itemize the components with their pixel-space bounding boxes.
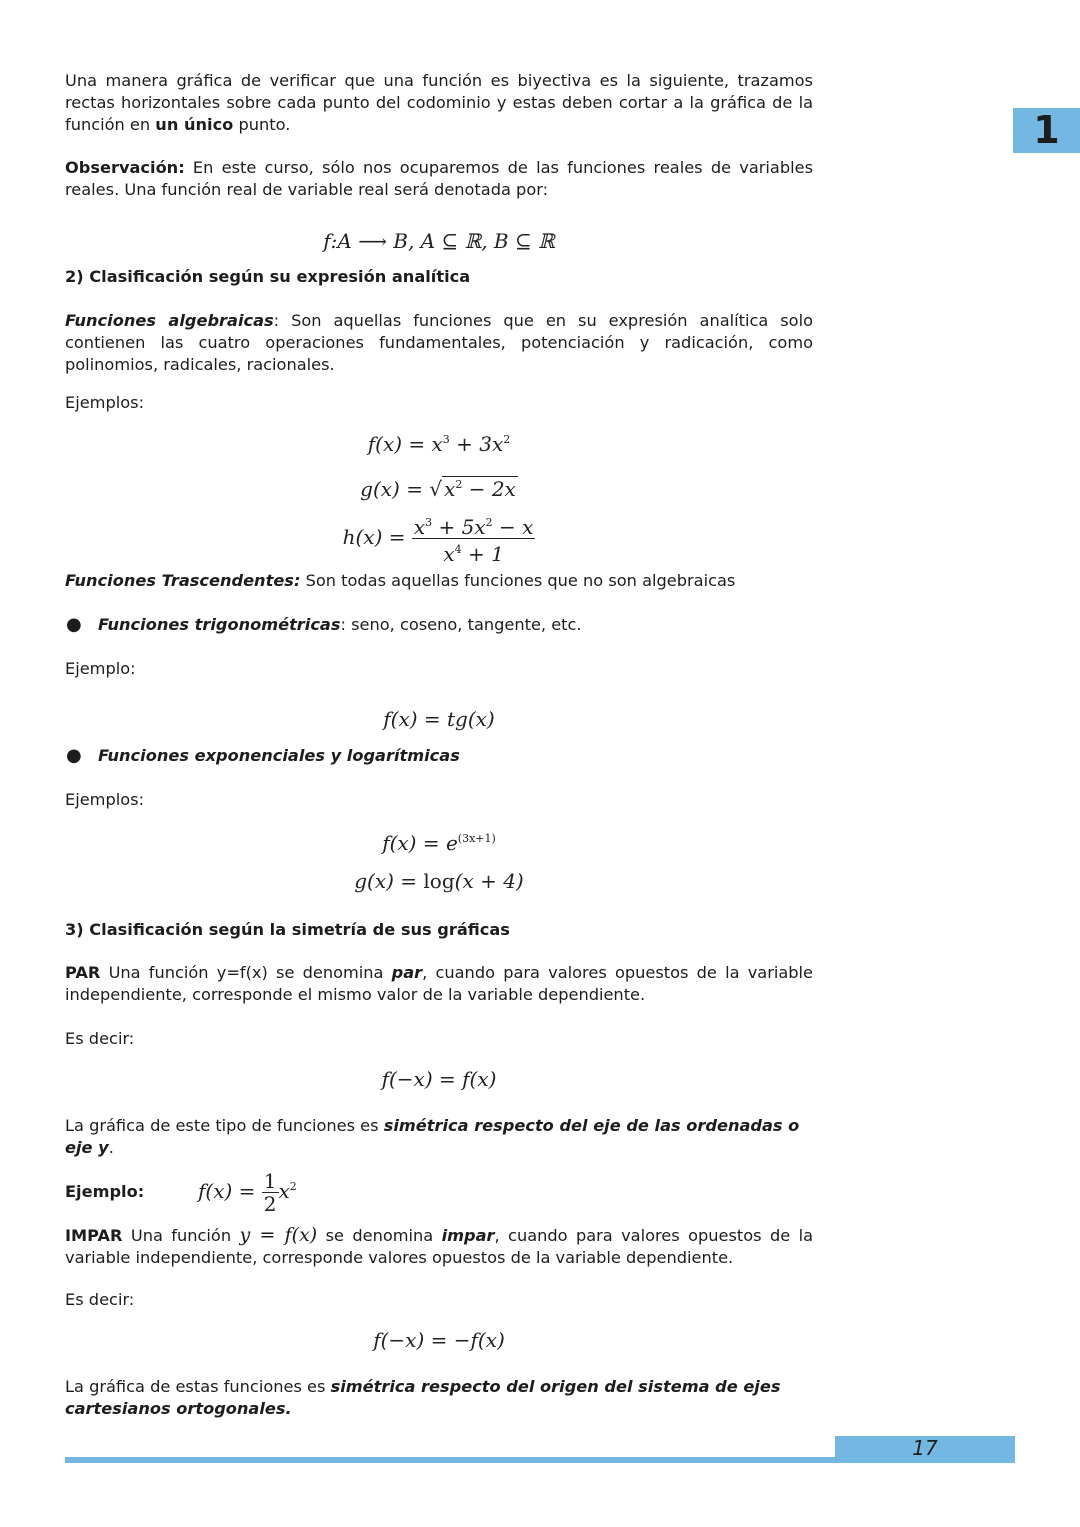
algebraic-functions-paragraph: Funciones algebraicas: Son aquellas funciones que en su expresión analítica solo contienen las cuatro operaciones fundamentales, potenciación y radicación, como polinomios, radicales, racionales.: [65, 311, 813, 374]
formula-example-f: $f(x) = x^3 + 3x^2$: [367, 432, 511, 456]
formula-example-h: h(x) = $\frac{x^3 + 5x^2 - x}{x^4 + 1}$: [65, 512, 813, 565]
bullet-icon: ●: [66, 614, 82, 635]
formula-tangent: f(x) = tg(x): [383, 707, 495, 731]
formula-odd: f(−x) = −f(x): [373, 1328, 505, 1352]
even-function-paragraph: PAR Una función y=f(x) se denomina par, cuando para valores opuestos de la variable independiente, corresponde el mismo valor de la variable dependiente.: [65, 963, 813, 1004]
examples-label: Ejemplos:: [65, 393, 145, 412]
formula-exponential: $f(x) = e^{(3x+1)}$: [382, 831, 496, 855]
intro-paragraph: Una manera gráfica de verificar que una función es biyectiva es la siguiente, trazamos rectas horizontales sobre cada punto del codominio y estas deben cortar a la gráfica de la función en un único punto.: [65, 71, 813, 134]
examples-label-2: Ejemplos:: [65, 790, 145, 809]
es-decir-label: Es decir:: [65, 1029, 135, 1048]
page-number: 17: [835, 1436, 1015, 1463]
section-2-heading: 2) Clasificación según su expresión analítica: [65, 267, 471, 286]
es-decir-label-2: Es decir:: [65, 1290, 135, 1309]
example-label: Ejemplo:: [65, 659, 136, 678]
bullet-trigonometric: Funciones trigonométricas: seno, coseno, tangente, etc.: [98, 615, 582, 634]
formula-function-definition: f:A ⟶ B, A ⊆ ℝ, B ⊆ ℝ: [323, 229, 555, 253]
odd-graph-paragraph: La gráfica de estas funciones es simétrica respecto del origen del sistema de ejes cartesianos ortogonales.: [65, 1377, 781, 1418]
even-graph-paragraph: La gráfica de este tipo de funciones es simétrica respecto del eje de las ordenadas o eje y.: [65, 1116, 800, 1157]
bullet-icon: ●: [66, 745, 82, 766]
formula-example-g: g(x) = √ $x^2 - 2x$: [360, 477, 516, 501]
observation-paragraph: Observación: En este curso, sólo nos ocuparemos de las funciones reales de variables reales. Una función real de variable real será denotada por:: [65, 158, 813, 199]
transcendent-functions-paragraph: Funciones Trascendentes: Son todas aquellas funciones que no son algebraicas: [65, 571, 736, 590]
ejemplo-label: Ejemplo:: [65, 1182, 145, 1201]
formula-even: f(−x) = f(x): [381, 1067, 497, 1091]
section-3-heading: 3) Clasificación según la simetría de sus gráficas: [65, 920, 510, 939]
odd-function-paragraph: IMPAR Una función y = f(x) se denomina impar, cuando para valores opuestos de la variable independiente, corresponde valores opuestos de la variable dependiente.: [65, 1224, 813, 1267]
bullet-exponential: Funciones exponenciales y logarítmicas: [98, 746, 460, 765]
chapter-tab: 1: [1013, 108, 1080, 153]
formula-logarithm: g(x) = log(x + 4): [354, 869, 524, 893]
formula-even-example: f(x) = $\frac{1}{2}$ $x^2$: [198, 1169, 297, 1216]
inline-formula-y-fx: y = f(x): [239, 1224, 318, 1246]
